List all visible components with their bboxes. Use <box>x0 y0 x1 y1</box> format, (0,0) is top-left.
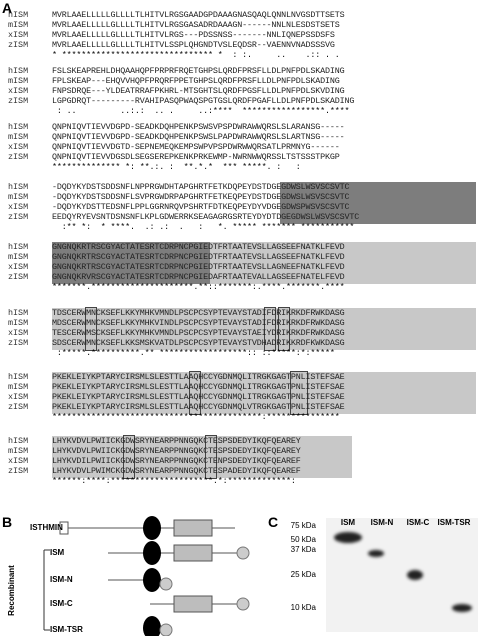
sequence-row <box>8 382 345 392</box>
sequence-row <box>8 30 335 40</box>
species-label: hISM <box>8 10 29 20</box>
mw-marker-25: 25 kDa <box>290 570 316 579</box>
sequence-text: LHYKVDVLPWIMCKGDWSRYNEARPPNNGQKCTESPADEDYIKQFQEAREF <box>52 466 301 476</box>
construct-label-isthmin: ISTHMIN <box>30 523 63 532</box>
consensus-symbols: ************** *: **.:. : **.*.* *** *****. : : <box>52 162 301 172</box>
sequence-text: -DQDYKYDSTSDDSNFLSVPRGWDRPAPGHRTFETKEQPEYDSTDGEGDWSLWSVSCSVTC <box>52 192 350 202</box>
sequence-text: PKEKLEIYKPTARYCIRSMLSLESTTLAAQHCCYGDNMQLITRGKGAGTPNLISTEFSAE <box>52 372 345 382</box>
alignment-block <box>8 308 476 360</box>
sequence-text: FNPSDRQE---YLDEATRRAFPKHRL-MTSGHTSLQRDFPGSFLLDLPNFPDLSKVDING <box>52 86 345 96</box>
species-label: hISM <box>8 308 29 318</box>
sequence-text: LGPGDRQT---------RVAHIPASQPWAQSPGTGSLQRDFPGAFLLDLPNFPDLSKADING <box>52 96 355 106</box>
consensus-symbols: *******.*********************.**::*******:.****.*******.**** <box>52 282 345 292</box>
consensus-symbols: : .. ..:.: .. . ..:**** *****************.**** <box>52 106 350 116</box>
sequence-row <box>8 372 345 382</box>
sequence-row <box>8 76 340 86</box>
sequence-row <box>8 242 345 252</box>
sequence-row <box>8 392 345 402</box>
mw-marker-50: 50 kDa <box>290 535 316 544</box>
sequence-row <box>8 466 301 476</box>
sequence-row <box>8 202 349 212</box>
sequence-text: MVRLAAELLLLLGLLLLTLHITVLRGSGASADRDAAAGN------NNLNLESDSTSETS <box>52 20 340 30</box>
species-label: hISM <box>8 182 29 192</box>
sequence-row <box>8 272 345 282</box>
sequence-text: LHYKVDVLPWIICKGDWSRYNEARPPNNGQKCTESPSDEDYIKQFQEAREY <box>52 446 301 456</box>
consensus-row <box>8 282 345 292</box>
consensus-row <box>8 222 354 232</box>
alignment-block <box>8 436 476 488</box>
sequence-row <box>8 328 345 338</box>
species-label: xISM <box>8 86 29 96</box>
species-label: xISM <box>8 202 29 212</box>
consensus-row <box>8 162 301 172</box>
construct-label-ism: ISM <box>50 548 65 557</box>
species-label: zISM <box>8 40 29 50</box>
his-tag-shape <box>237 547 249 559</box>
species-label: hISM <box>8 372 29 382</box>
species-label: zISM <box>8 152 29 162</box>
sequence-text: QNPNIQVTIEVVDGPD-SEADKDQHPENKPSWSVPSPDWRAWWQRSLSLARANSG----- <box>52 122 345 132</box>
species-label: zISM <box>8 96 29 106</box>
species-label: mISM <box>8 382 29 392</box>
sequence-text: LHYKVDVLPWIICKGDWSRYNEARPPNNGQKCTESPSDEDYIKQFQEAREY <box>52 436 301 446</box>
sequence-row <box>8 402 345 412</box>
band-ism-c <box>407 570 423 580</box>
species-label: zISM <box>8 338 29 348</box>
sequence-text: PKEKLEIYKPTARYCIRSMLSLESTTLAAQHCCYGDNMQLITRGKGAGTPNLISTEFSAE <box>52 382 345 392</box>
sequence-row <box>8 446 301 456</box>
sequence-text: SDSCERWMNCKSEFLKKSMSKVATDLPSCPCSYPTEVAYSTVDHADRIKKRDFKWKDASG <box>52 338 345 348</box>
sequence-row <box>8 86 345 96</box>
species-label: zISM <box>8 402 29 412</box>
sequence-text: LHYKVDILPWIICKGDWSRYNEARPPNNGQKCTENPSDEDYIKQFQEAREF <box>52 456 301 466</box>
sequence-row <box>8 132 345 142</box>
sequence-text: -DQDYKYDSTSDDSNFLNPPRGWDHTAPGHRTFETKDQPEYDSTDGEGDWSLWSVSCSVTC <box>52 182 350 192</box>
lane-label-ism: ISM <box>340 518 356 527</box>
panel-c-label: C <box>268 514 279 530</box>
recombinant-label: Recombinant <box>6 565 16 616</box>
panel-b-label: B <box>2 514 13 530</box>
consensus-row <box>8 106 349 116</box>
consensus-row <box>8 348 335 358</box>
band-ism-tsr <box>452 604 472 612</box>
sequence-text: GNGNQKRTRSCGYACTATESRTCDRPNCPGIEDTFRTAATEVSLLAGNEEFNATKLFEVD <box>52 262 345 272</box>
alignment-block <box>8 66 476 118</box>
sequence-row <box>8 252 345 262</box>
alignment-block <box>8 182 476 234</box>
sds-page-gel <box>262 508 480 636</box>
domain-diagram <box>0 508 260 636</box>
sequence-row <box>8 262 345 272</box>
construct-label-ism-c: ISM-C <box>50 599 73 608</box>
sequence-text: FPLSKEAP---EHQVVHQPFPRQRFPPETGHPSLQRDFPRSFLLDLPNFPDLSKADING <box>52 76 340 86</box>
lane-label-ism-n: ISM-N <box>370 518 394 527</box>
species-label: mISM <box>8 132 29 142</box>
alignment-block <box>8 10 476 62</box>
consensus-symbols: :** *: * ****. .: .: . : *. ***** ******* *********** <box>52 222 355 232</box>
sequence-text: -DQDYKYDSTTEDSNFLPPLGGRNRQVPSHRTFDTKEQPEYDYVDGEGDWSPWSVSCSVTC <box>52 202 350 212</box>
consensus-symbols: * ******************************* * : :. .. .:: . . <box>52 50 340 60</box>
species-label: xISM <box>8 328 29 338</box>
sequence-row <box>8 436 301 446</box>
sequence-row <box>8 456 301 466</box>
lane-label-ism-tsr: ISM-TSR <box>437 518 471 527</box>
consensus-symbols: ******:****:*********************.*:*************: <box>52 476 296 486</box>
species-label: xISM <box>8 30 29 40</box>
sequence-row <box>8 40 335 50</box>
species-label: mISM <box>8 76 29 86</box>
species-label: hISM <box>8 66 29 76</box>
construct-label-ism-n: ISM-N <box>50 575 73 584</box>
sequence-text: EEDQYRYEVSNTDSNSNFLKPLGDWERRKSEAGAGRGSRTEYDYDTDGEGDWSLWSVSCSVTC <box>52 212 360 222</box>
consensus-row <box>8 412 340 422</box>
band-ism-n <box>368 550 384 557</box>
mw-marker-75: 75 kDa <box>290 521 316 530</box>
sequence-text: MVRLAAELLLLLGLLLLTLHITVLRGS---PDSSNSS-------NNLIQNEPSSDSFS <box>52 30 335 40</box>
species-label: hISM <box>8 242 29 252</box>
sequence-row <box>8 142 340 152</box>
sequence-row <box>8 20 340 30</box>
consensus-symbols: :*****.**********.** ******************:: ::*****:*:***** <box>52 348 335 358</box>
panel-a-label: A <box>2 0 13 16</box>
species-label: zISM <box>8 212 29 222</box>
mw-marker-37: 37 kDa <box>290 545 316 554</box>
sequence-text: FSLSKEAPREHLDHQAAHQPFPRPRFRQETGHPSLQRDFPRSFLLDLPNFPDLSKADING <box>52 66 345 76</box>
sequence-alignment <box>8 6 476 502</box>
species-label: hISM <box>8 436 29 446</box>
species-label: xISM <box>8 392 29 402</box>
alignment-block <box>8 122 476 174</box>
species-label: mISM <box>8 252 29 262</box>
sequence-text: GNGNQKRVRSCGYACTATESRTCDRPNCPGIEDAFRTAATEVALLAGSEEFNATELFEVD <box>52 272 345 282</box>
sequence-text: PKEKLEIYKPTARYCIRSMLSLESTTLAAQHCCYGDNMQLVTRGKGAGTPNLISTEFSAE <box>52 402 345 412</box>
species-label: zISM <box>8 466 29 476</box>
species-label: mISM <box>8 318 29 328</box>
sequence-row <box>8 96 354 106</box>
sequence-text: QNPNIQVTIEVVDGSDLSEGSEREPKENKPRKEWMP-NWRNWWQRSSLTSTSSSTPKGP <box>52 152 340 162</box>
species-label: zISM <box>8 272 29 282</box>
mw-marker-10: 10 kDa <box>290 603 316 612</box>
tsr-domain-shape <box>143 516 161 540</box>
sequence-row <box>8 338 345 348</box>
alignment-block <box>8 372 476 424</box>
amop-domain-shape <box>174 520 212 536</box>
sequence-text: PKEKLEIYKPTARYCIRSMLSLESTTLAAQHCCYGDNMQLITRGKGAGTPNLISTEFSAE <box>52 392 345 402</box>
construct-label-ism-tsr: ISM-TSR <box>50 625 83 634</box>
sequence-text: MVRLAAELLLLLGLLLLTLHITVLRGSGAADGPDAAAGNASQAQLQNNLNVGSDTTSETS <box>52 10 345 20</box>
alignment-block <box>8 242 476 294</box>
consensus-symbols: *******************************************:*************** <box>52 412 340 422</box>
consensus-row <box>8 50 340 60</box>
sequence-row <box>8 192 349 202</box>
sequence-text: QNPNIQVTIEVVDGPD-SEADKDQHPENKPSWSLPAPDWRAWWQRSLSLARTNSG----- <box>52 132 345 142</box>
consensus-row <box>8 476 296 486</box>
sequence-text: MVRLAAELLLLLGLLLLTLHITVLSSPLQHGNDTVSLEQDSR--VAENNVNADSSSVG <box>52 40 335 50</box>
species-label: mISM <box>8 20 29 30</box>
species-label: xISM <box>8 456 29 466</box>
species-label: xISM <box>8 142 29 152</box>
sequence-text: TDSCERWMNCKSEFLKKYMHKVMNDLPSCPCSYPTEVAYSTADIFDRIKRKDFRWKDASG <box>52 308 345 318</box>
sequence-row <box>8 182 349 192</box>
sequence-text: GNGNQKRTRSCGYACTATESRTCDRPNCPGIEDTFRTAATEVSLLAGSEEFNATKLFEVD <box>52 252 345 262</box>
sequence-text: QNPNIQVTIEVVDGTD-SEPNEMEQKEMPSWPVPSPDWRWWQRSATLPRMNYG------ <box>52 142 340 152</box>
sequence-row <box>8 122 345 132</box>
sequence-text: MDSCERWMNCKSEFLKKYMHKVINDLPSCPCSYPTEVAYSTADIFDRIKRKDFRWKDASG <box>52 318 345 328</box>
sequence-row <box>8 318 345 328</box>
species-label: mISM <box>8 446 29 456</box>
sequence-row <box>8 308 345 318</box>
species-label: xISM <box>8 262 29 272</box>
species-label: hISM <box>8 122 29 132</box>
species-label: mISM <box>8 192 29 202</box>
sequence-row <box>8 152 340 162</box>
sequence-row <box>8 10 345 20</box>
sequence-row <box>8 212 359 222</box>
band-ism <box>334 532 362 543</box>
sequence-text: TESCERWMSCKSEFLKKYMHKVMNDLPSCPCSYPTEVAYSTAEIYDRIKRKDFRWKDASG <box>52 328 345 338</box>
lane-label-ism-c: ISM-C <box>406 518 430 527</box>
sequence-row <box>8 66 345 76</box>
sequence-text: GNGNQKRTRSCGYACTATESRTCDRPNCPGIEDTFRTAATEVSLLAGSEEFNATKLFEVD <box>52 242 345 252</box>
